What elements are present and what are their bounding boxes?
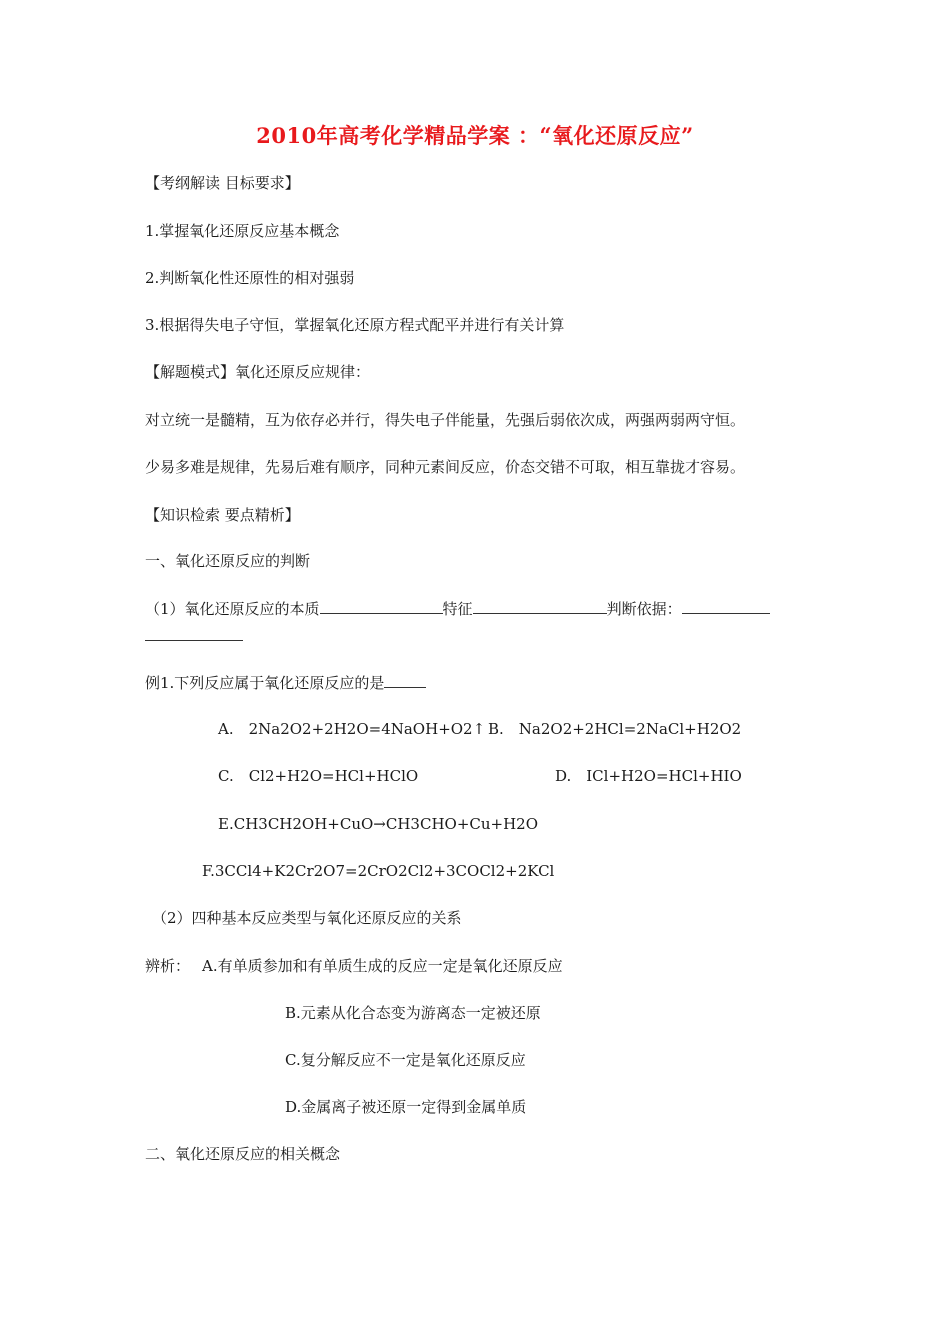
objective-item: 1.掌握氧化还原反应基本概念	[145, 222, 340, 240]
answer-blank-basis-continued[interactable]	[145, 640, 243, 641]
option-c: C. Cl2+H2O=HCl+HClO	[218, 767, 419, 785]
example-1-stem-line	[145, 672, 426, 694]
rule-line: 对立统一是髓精，互为依存必并行，得失电子伴能量，先强后弱依次成，两强两弱两守恒。	[145, 411, 746, 429]
objective-item: 3.根据得失电子守恒，掌握氧化还原方程式配平并进行有关计算	[145, 316, 565, 334]
answer-blank-basis[interactable]	[682, 598, 770, 614]
part1-heading: 一、氧化还原反应的判断	[145, 552, 311, 570]
answer-blank-essence[interactable]	[320, 598, 443, 614]
answer-blank-feature[interactable]	[473, 598, 607, 614]
analysis-item: A.有单质参加和有单质生成的反应一定是氧化还原反应	[202, 957, 563, 975]
part2-heading: 二、氧化还原反应的相关概念	[145, 1145, 341, 1163]
analysis-label: 辨析：	[145, 957, 191, 975]
question-1-lead: （1）氧化还原反应的本质	[145, 600, 320, 618]
section-knowledge-heading: 【知识检索 要点精析】	[145, 506, 300, 524]
option-f: F.3CCl4+K2Cr2O7=2CrO2Cl2+3COCl2+2KCl	[202, 862, 555, 880]
question-2: （2）四种基本反应类型与氧化还原反应的关系	[152, 909, 462, 927]
section-objectives-heading: 【考纲解读 目标要求】	[145, 174, 300, 192]
analysis-item: B.元素从化合态变为游离态一定被还原	[285, 1004, 541, 1022]
option-a: A. 2Na2O2+2H2O=4NaOH+O2↑	[218, 720, 486, 738]
question-1-feature-label: 特征	[442, 600, 473, 618]
analysis-item: D.金属离子被还原一定得到金属单质	[285, 1098, 527, 1116]
section-mode-heading: 【解题模式】氧化还原反应规律：	[145, 363, 371, 381]
answer-blank-example-1[interactable]	[384, 672, 426, 688]
objective-item: 2.判断氧化性还原性的相对强弱	[145, 269, 355, 287]
analysis-item: C.复分解反应不一定是氧化还原反应	[285, 1051, 526, 1069]
question-1-line	[145, 598, 770, 620]
document-title: 2010年高考化学精品学案 ：“氧化还原反应”	[256, 123, 694, 148]
rule-line: 少易多难是规律，先易后难有顺序，同种元素间反应，价态交错不可取，相互靠拢才容易。	[145, 458, 746, 476]
question-1-basis-label: 判断依据：	[606, 600, 682, 618]
option-e: E.CH3CH2OH+CuO→CH3CHO+Cu+H2O	[218, 815, 539, 833]
option-d: D. ICl+H2O=HCl+HIO	[555, 767, 742, 785]
example-1-stem: 例1.下列反应属于氧化还原反应的是	[145, 674, 385, 692]
option-b: B. Na2O2+2HCl=2NaCl+H2O2	[488, 720, 742, 738]
